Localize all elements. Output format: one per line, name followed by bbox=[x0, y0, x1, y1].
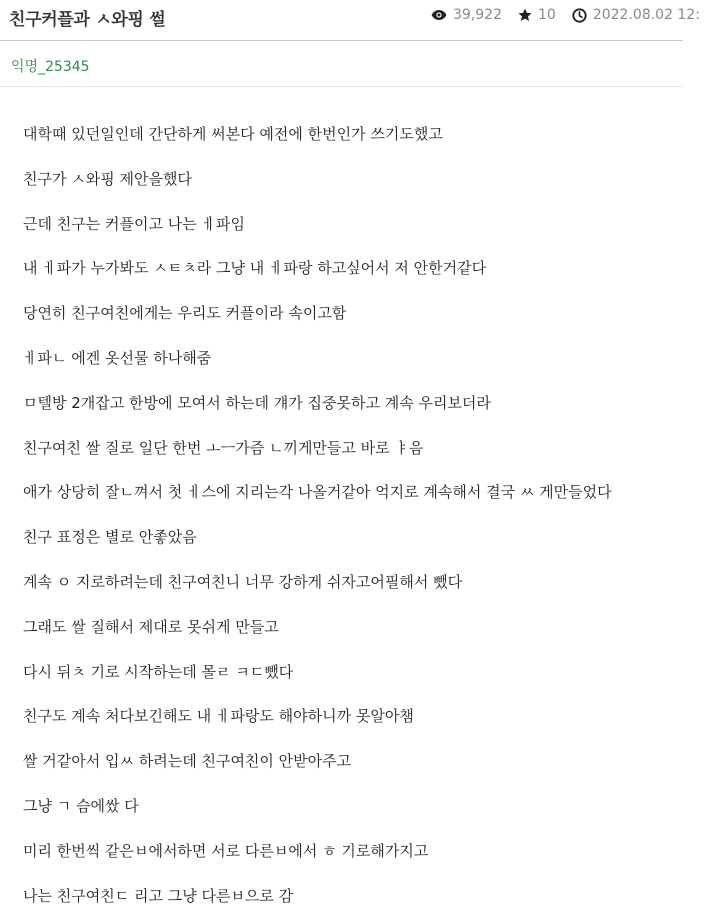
post-meta bbox=[431, 7, 716, 23]
eye-icon bbox=[431, 9, 447, 21]
content-line: 미리 한번씩 같은ㅂ에서하면 서로 다른ㅂ에서 ㅎ 기로해가지고 bbox=[23, 841, 429, 860]
content-line: 친구도 계속 처다보긴해도 내 ㅔ파랑도 해야하니까 못알아챔 bbox=[23, 707, 414, 726]
star-count-value: 10 bbox=[538, 7, 556, 23]
content-line: 친구가 ㅅ와핑 제안을했다 bbox=[23, 169, 192, 188]
content-line: 친구여친 쌀 질로 일단 한번 ㅗㅡ가즘 ㄴ끼게만들고 바로 ㅑ음 bbox=[23, 438, 424, 457]
content-line: 다시 뒤ㅊ 기로 시작하는데 몰ㄹ ㅋㄷ뺐다 bbox=[23, 662, 294, 681]
content-line: ㅁ텔방 2개잡고 한방에 모여서 하는데 걔가 집중못하고 계속 우리보더라 bbox=[23, 393, 491, 412]
content-line: 그냥 ㄱ 슴에쌌 다 bbox=[23, 796, 139, 815]
view-count-value: 39,922 bbox=[453, 7, 502, 23]
post-title: 친구커플과 ㅅ와핑 썰 bbox=[9, 10, 166, 30]
post-date bbox=[572, 7, 700, 23]
star-icon bbox=[518, 8, 532, 22]
content-line: 내 ㅔ파가 누가봐도 ㅅㅌㅊ라 그냥 내 ㅔ파랑 하고싶어서 저 안한거같다 bbox=[23, 259, 487, 278]
post-header bbox=[0, 0, 700, 41]
author-name[interactable]: 익명_25345 bbox=[11, 59, 90, 75]
content-line: ㅔ파ㄴ 에겐 옷선물 하나해줌 bbox=[23, 348, 212, 367]
author-row bbox=[0, 41, 683, 87]
content-line: 나는 친구여친ㄷ 리고 그냥 다른ㅂ으로 감 bbox=[23, 886, 294, 905]
star-count bbox=[518, 7, 556, 23]
content-line: 친구 표정은 별로 안좋았음 bbox=[23, 528, 197, 547]
content-line: 대학때 있던일인데 간단하게 써본다 예전에 한번인가 쓰기도했고 bbox=[23, 125, 443, 143]
content-line: 계속 ㅇ 지로하려는데 친구여친니 너무 강하게 쉬자고어필해서 뺐다 bbox=[23, 572, 463, 591]
post-content bbox=[0, 87, 683, 906]
post-date-value: 2022.08.02 12: bbox=[592, 7, 700, 23]
view-count bbox=[431, 7, 502, 23]
content-line: 쌀 거같아서 입ㅆ 하려는데 친구여친이 안받아주고 bbox=[23, 752, 352, 771]
clock-icon bbox=[572, 8, 587, 23]
content-line: 애가 상당히 잘ㄴ껴서 첫 ㅔ스에 지리는각 나올거같아 억지로 계속해서 결국 ㅆ 게만들었다 bbox=[23, 483, 612, 502]
content-line: 그래도 쌀 질해서 제대로 못쉬게 만들고 bbox=[23, 617, 279, 636]
content-line: 당연히 친구여친에게는 우리도 커플이라 속이고함 bbox=[23, 304, 347, 323]
content-line: 근데 친구는 커플이고 나는 ㅔ파임 bbox=[23, 214, 245, 233]
